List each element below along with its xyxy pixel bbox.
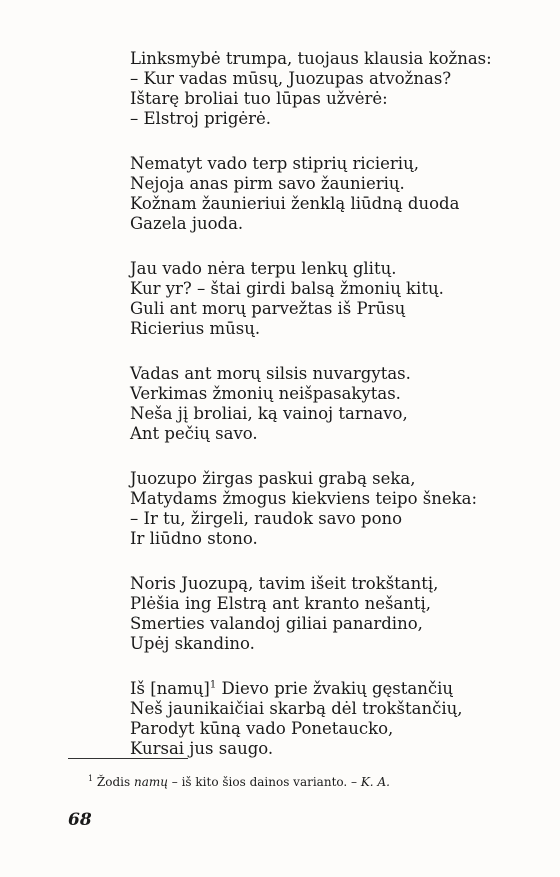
footnote-divider: [68, 758, 188, 759]
verse-line-with-footnote-ref: [130, 679, 530, 699]
verse-line: Gazela juoda.: [130, 214, 244, 233]
verse-line: Ant pečių savo.: [130, 424, 258, 443]
footnote: [88, 772, 390, 789]
verse-line: Nematyt vado terp stiprių ricierių,: [130, 154, 419, 173]
verse-line: Kožnam žaunieriui ženklą liūdną duoda: [130, 194, 460, 213]
stanza-2: [130, 154, 530, 234]
stanza-5: [130, 469, 530, 549]
stanza-4: [130, 364, 530, 444]
stanza-3: [130, 259, 530, 339]
verse-line: Neša jį broliai, ką vainoj tarnavo,: [130, 404, 408, 423]
footnote-mark: 1: [88, 774, 94, 783]
poem: [130, 49, 530, 784]
verse-line: Guli ant morų parvežtas iš Prūsų: [130, 299, 406, 318]
footnote-italic-word: namų: [133, 775, 168, 789]
verse-line: – Ir tu, žirgeli, raudok savo pono: [130, 509, 403, 528]
verse-line: Ricierius mūsų.: [130, 319, 261, 338]
verse-line: Ištarę broliai tuo lūpas užvėrė:: [130, 89, 388, 108]
verse-line: Plėšia ing Elstrą ant kranto nešantį,: [130, 594, 432, 613]
verse-line: – Elstroj prigėrė.: [130, 109, 272, 128]
verse-line: Nejoja anas pirm savo žaunierių.: [130, 174, 405, 193]
verse-text: Iš [namų]: [130, 679, 210, 698]
verse-line: – Kur vadas mūsų, Juozupas atvožnas?: [130, 69, 452, 88]
verse-line: Neš jaunikaičiai skarbą dėl trokštančių,: [130, 699, 463, 718]
verse-line: Kursai jus saugo.: [130, 739, 274, 758]
stanza-7: [130, 679, 530, 759]
page-number: 68: [68, 810, 92, 830]
verse-line: Parodyt kūną vado Ponetaucko,: [130, 719, 394, 738]
verse-line: Upėj skandino.: [130, 634, 255, 653]
verse-line: Smerties valandoj giliai panardino,: [130, 614, 423, 633]
stanza-1: [130, 49, 530, 129]
verse-line: Linksmybė trumpa, tuojaus klausia kožnas:: [130, 49, 492, 68]
verse-line: Kur yr? – štai girdi balsą žmonių kitų.: [130, 279, 444, 298]
verse-line: Juozupo žirgas paskui grabą seka,: [130, 469, 416, 488]
footnote-reference: 1: [209, 679, 217, 691]
verse-text: Dievo prie žvakių gęstančių: [216, 679, 454, 698]
verse-line: Verkimas žmonių neišpasakytas.: [130, 384, 401, 403]
stanza-6: [130, 574, 530, 654]
verse-line: Noris Juozupą, tavim išeit trokštantį,: [130, 574, 439, 593]
verse-line: Ir liūdno stono.: [130, 529, 258, 548]
verse-line: Vadas ant morų silsis nuvargytas.: [130, 364, 411, 383]
footnote-author: K. A.: [360, 775, 390, 789]
footnote-text: – iš kito šios dainos varianto. –: [167, 775, 361, 789]
footnote-text: Žodis: [93, 775, 134, 789]
verse-line: Matydams žmogus kiekviens teipo šneka:: [130, 489, 478, 508]
verse-line: Jau vado nėra terpu lenkų glitų.: [130, 259, 397, 278]
